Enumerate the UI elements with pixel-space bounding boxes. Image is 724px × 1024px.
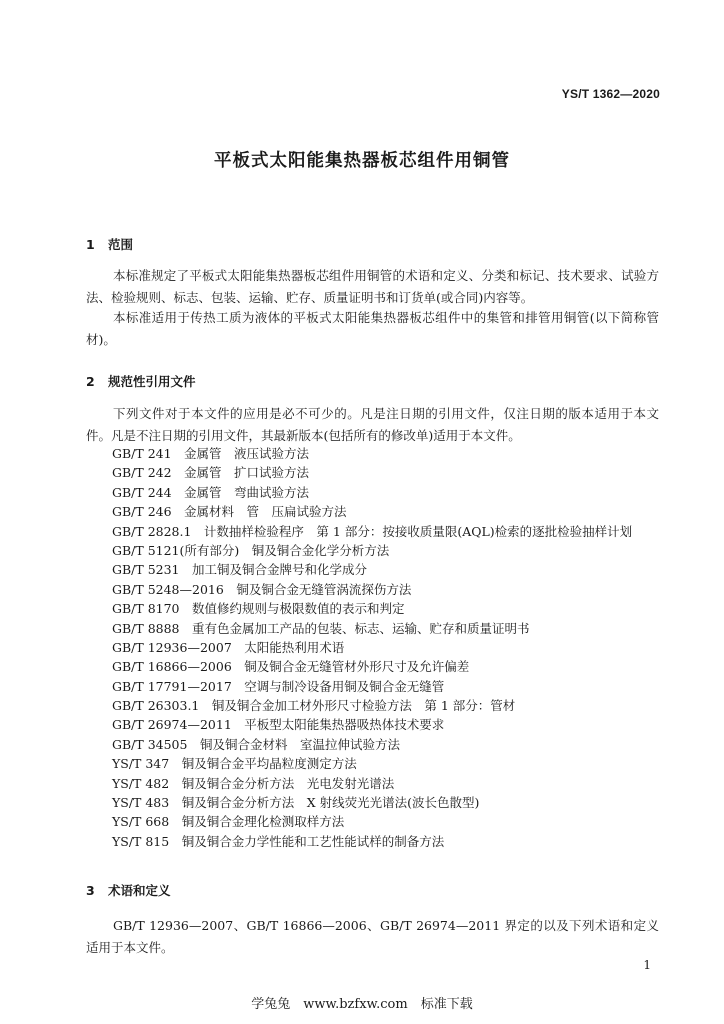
reference-item: GB/T 26974—2011 平板型太阳能集热器吸热体技术要求	[112, 717, 445, 733]
reference-item: GB/T 16866—2006 铜及铜合金无缝管材外形尺寸及允许偏差	[112, 659, 470, 675]
reference-item: GB/T 12936—2007 太阳能热利用术语	[112, 639, 345, 655]
section-title: 术语和定义	[108, 883, 171, 898]
reference-item: GB/T 246 金属材料 管 压扁试验方法	[112, 504, 347, 520]
page-number: 1	[643, 958, 651, 972]
section-heading-terms-definitions	[86, 881, 171, 899]
reference-item: GB/T 5121(所有部分) 铜及铜合金化学分析方法	[112, 542, 390, 558]
reference-item: GB/T 8888 重有色金属加工产品的包装、标志、运输、贮存和质量证明书	[112, 620, 530, 636]
reference-item: GB/T 8170 数值修约规则与极限数值的表示和判定	[112, 601, 405, 617]
section-number: 1	[86, 237, 95, 252]
reference-item: GB/T 17791—2017 空调与制冷设备用铜及铜合金无缝管	[112, 678, 445, 694]
reference-item: YS/T 483 铜及铜合金分析方法 X 射线荧光光谱法(波长色散型)	[112, 795, 480, 811]
paragraph: 本标准规定了平板式太阳能集热器板芯组件用铜管的术语和定义、分类和标记、技术要求、试验方法、检验规则、标志、包装、运输、贮存、质量证明书和订货单(或合同)内容等。	[86, 268, 659, 305]
reference-item: GB/T 26303.1 铜及铜合金加工材外形尺寸检验方法 第 1 部分：管材	[112, 698, 516, 714]
reference-item: GB/T 244 金属管 弯曲试验方法	[112, 484, 310, 500]
reference-item: YS/T 482 铜及铜合金分析方法 光电发射光谱法	[112, 775, 395, 791]
reference-item: GB/T 241 金属管 液压试验方法	[112, 446, 310, 461]
reference-list	[112, 444, 632, 851]
section-heading-normative-references	[86, 372, 196, 390]
watermark: 学兔兔 www.bzfxw.com 标准下载	[251, 997, 473, 1012]
section-number: 3	[86, 883, 95, 898]
paragraph: GB/T 12936—2007、GB/T 16866—2006、GB/T 26974—2011 界定的以及下列术语和定义适用于本文件。	[86, 918, 659, 955]
standard-code: YS/T 1362—2020	[561, 87, 660, 101]
reference-item: YS/T 815 铜及铜合金力学性能和工艺性能试样的制备方法	[112, 833, 445, 849]
reference-item: GB/T 34505 铜及铜合金材料 室温拉伸试验方法	[112, 736, 400, 752]
reference-item: GB/T 5231 加工铜及铜合金牌号和化学成分	[112, 562, 368, 578]
section-number: 2	[86, 374, 95, 389]
section-title: 规范性引用文件	[108, 374, 196, 389]
reference-item: GB/T 242 金属管 扩口试验方法	[112, 465, 310, 481]
section-title: 范围	[108, 237, 134, 252]
reference-item: GB/T 5248—2016 铜及铜合金无缝管涡流探伤方法	[112, 581, 412, 597]
paragraph: 下列文件对于本文件的应用是必不可少的。凡是注日期的引用文件，仅注日期的版本适用于本文件。凡是不注日期的引用文件，其最新版本(包括所有的修改单)适用于本文件。	[86, 406, 659, 443]
reference-item: YS/T 668 铜及铜合金理化检测取样方法	[112, 814, 345, 830]
reference-item: GB/T 2828.1 计数抽样检验程序 第 1 部分：按接收质量限(AQL)检索的逐批检验抽样计划	[112, 523, 633, 539]
reference-item: YS/T 347 铜及铜合金平均晶粒度测定方法	[112, 756, 357, 772]
document-title: 平板式太阳能集热器板芯组件用铜管	[214, 151, 510, 171]
paragraph: 本标准适用于传热工质为液体的平板式太阳能集热器板芯组件中的集管和排管用铜管(以下简称管材)。	[86, 310, 659, 347]
section-heading-scope	[86, 235, 133, 253]
